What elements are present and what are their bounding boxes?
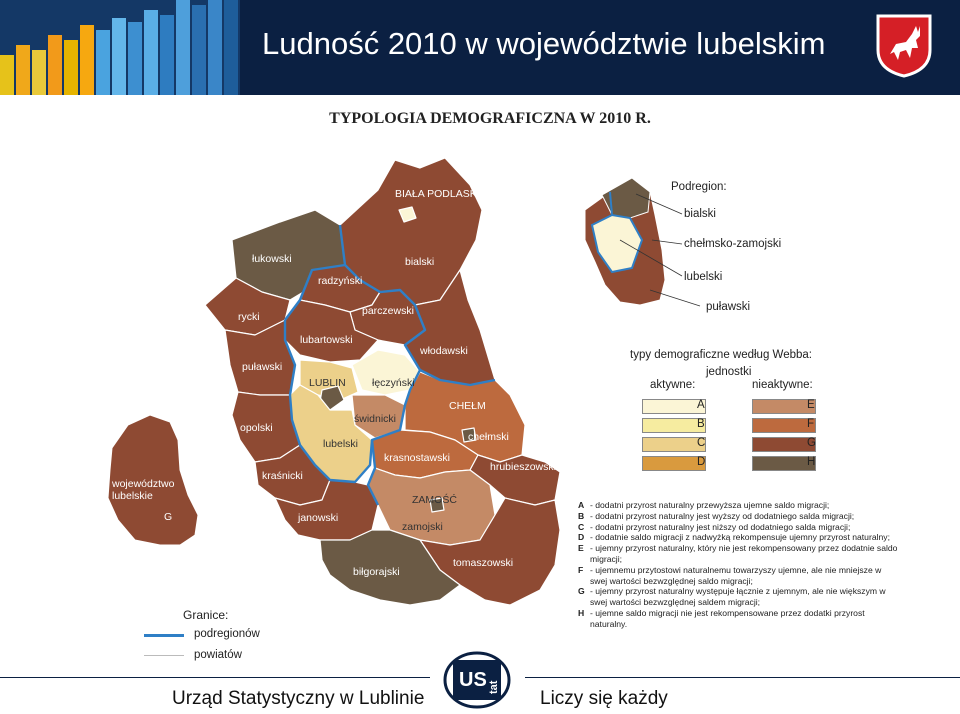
desc-row: E - ujemny przyrost naturalny, który nie jest rekompensowany przez dodatnie saldo migracji; bbox=[578, 543, 898, 564]
inset-item-bialski: bialski bbox=[684, 208, 716, 220]
footer-rule-right bbox=[525, 677, 960, 678]
county-border-sample bbox=[144, 655, 184, 656]
statistics-office-logo-icon bbox=[443, 650, 511, 710]
label-parczewski: parczewski bbox=[362, 305, 414, 317]
desc-row: B - dodatni przyrost naturalny jest wyższy od dodatniego salda migracji; bbox=[578, 510, 855, 521]
subregion-border-sample bbox=[144, 634, 184, 637]
legend-inactive: nieaktywne: bbox=[752, 379, 813, 391]
desc-row: C - dodatni przyrost naturalny jest niższy od dodatniego salda migracji; bbox=[578, 521, 851, 532]
legend-letter-g: G bbox=[807, 437, 816, 449]
label-lukowski: łukowski bbox=[252, 253, 292, 265]
inset-title: Podregion: bbox=[671, 181, 727, 193]
legend-letter-b: B bbox=[697, 418, 705, 430]
borders-subregion-label: podregionów bbox=[194, 628, 260, 640]
label-chelmski: chełmski bbox=[468, 431, 509, 443]
label-rycki: rycki bbox=[238, 311, 260, 323]
inset-subregion-map bbox=[585, 178, 665, 305]
borders-county-label: powiatów bbox=[194, 649, 242, 661]
legend-letter-d: D bbox=[697, 456, 706, 468]
legend-title: typy demograficzne według Webba: bbox=[630, 349, 812, 361]
footer-office-name: Urząd Statystyczny w Lublinie bbox=[172, 688, 425, 709]
label-hrubieszowski: hrubieszowski bbox=[490, 461, 556, 473]
label-bilgorajski: biłgorajski bbox=[353, 566, 400, 578]
page-title: Ludność 2010 w województwie lubelskim bbox=[262, 26, 826, 61]
label-biala-podlaska: BIAŁA PODLASKA bbox=[395, 188, 484, 200]
label-swidnicki: świdnicki bbox=[354, 413, 397, 425]
legend-active: aktywne: bbox=[650, 379, 696, 391]
label-wlodawski: włodawski bbox=[420, 345, 468, 357]
legend-letter-h: H bbox=[807, 456, 816, 468]
label-bialski: bialski bbox=[405, 256, 435, 268]
desc-row: G - ujemny przyrost naturalny występuje łącznie z ujemnym, ale nie większym w swej wartości bezwzględnej saldem migracji; bbox=[578, 586, 886, 608]
label-leczynski: łęczyński bbox=[372, 377, 415, 389]
label-voivodeship-type: G bbox=[164, 511, 173, 523]
legend-units: jednostki bbox=[706, 366, 752, 378]
label-krasnicki: kraśnicki bbox=[262, 470, 303, 482]
label-pulawski: puławski bbox=[242, 361, 283, 373]
label-radzynski: radzyński bbox=[318, 275, 363, 287]
desc-row: A - dodatni przyrost naturalny przewyższa ujemne saldo migracji; bbox=[578, 500, 830, 510]
desc-row: F - ujemnemu przytostowi naturalnemu towarzyszy ujemne, ale nie mniejsze w swej wartości bezwzględnej saldo migracji; bbox=[578, 564, 882, 586]
label-opolski: opolski bbox=[240, 422, 273, 434]
inset-item-lubelski: lubelski bbox=[684, 271, 723, 283]
label-chelm: CHEŁM bbox=[449, 400, 486, 412]
footer-slogan: Liczy się każdy bbox=[540, 688, 668, 709]
label-lubartowski: lubartowski bbox=[300, 334, 353, 346]
desc-row: D - dodatnie saldo migracji z nadwyżką rekompensuje ujemny przyrost naturalny; bbox=[578, 532, 890, 543]
type-descriptions bbox=[578, 500, 898, 630]
label-zamosc: ZAMOŚĆ bbox=[412, 494, 457, 506]
label-krasnostawski: krasnostawski bbox=[384, 452, 450, 464]
legend-letter-a: A bbox=[697, 399, 705, 411]
label-tomaszowski: tomaszowski bbox=[453, 557, 514, 569]
legend-letter-f: F bbox=[807, 418, 815, 430]
borders-title: Granice: bbox=[183, 608, 229, 622]
label-lublin: LUBLIN bbox=[309, 377, 346, 389]
map-title: TYPOLOGIA DEMOGRAFICZNA W 2010 R. bbox=[329, 110, 651, 127]
legend-letter-e: E bbox=[807, 399, 815, 411]
label-janowski: janowski bbox=[298, 512, 339, 524]
footer-rule-left bbox=[0, 677, 430, 678]
label-voivodeship: województwo lubelskie bbox=[112, 478, 175, 502]
inset-item-chelmsko-zamojski: chełmsko-zamojski bbox=[684, 238, 782, 250]
inset-item-pulawski: puławski bbox=[706, 301, 751, 313]
svg-text:tat: tat bbox=[488, 680, 500, 694]
desc-row: H - ujemne saldo migracji nie jest rekompensowane przez dodatki przyrost naturalny. bbox=[578, 607, 865, 629]
label-zamojski: zamojski bbox=[402, 521, 443, 533]
svg-text:US: US bbox=[459, 669, 487, 691]
label-lubelski: lubelski bbox=[323, 438, 359, 450]
legend-letter-c: C bbox=[697, 437, 706, 449]
